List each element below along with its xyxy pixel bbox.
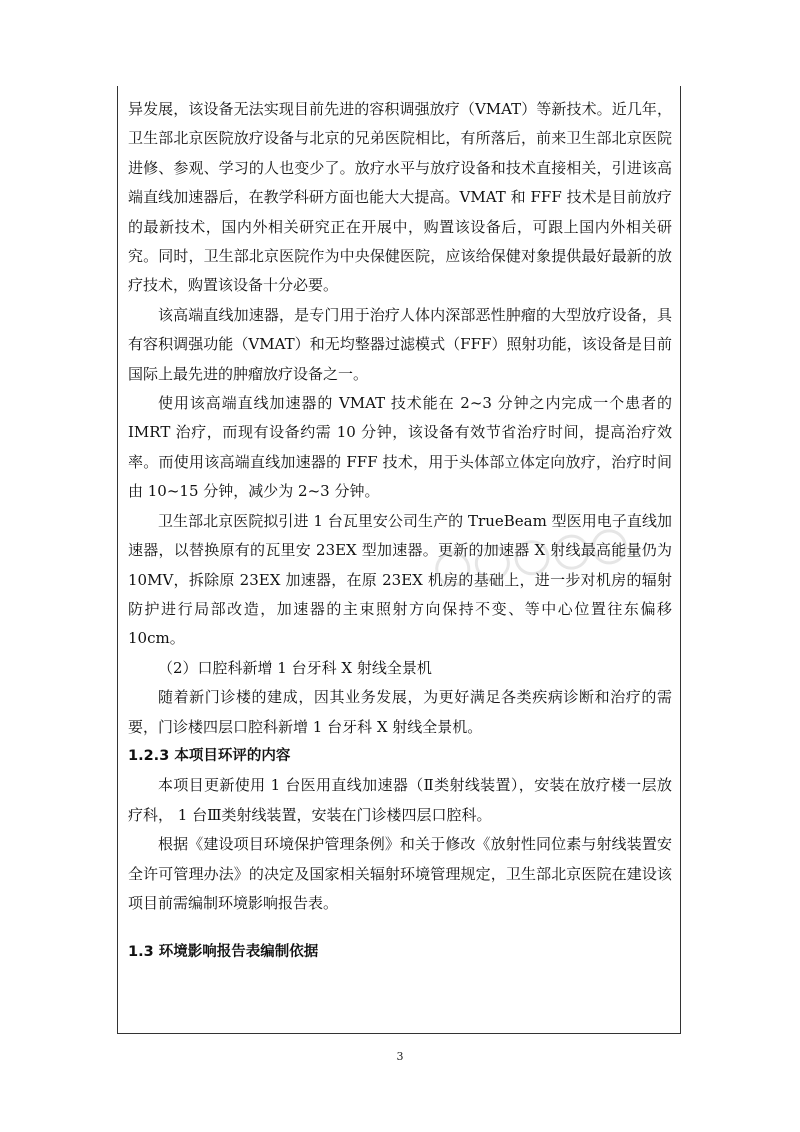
paragraph-8: 根据《建设项目环境保护管理条例》和关于修改《放射性同位素与射线装置安全许可管理办法》的决定及国家相关辐射环境管理规定，卫生部北京医院在建设该项目前需编制环境影响报告表。 — [128, 835, 672, 912]
section-heading-1-2-3: 1.2.3 本项目环评的内容 — [128, 747, 291, 764]
page-number: 3 — [396, 1050, 404, 1063]
paragraph-4: 卫生部北京医院拟引进 1 台瓦里安公司生产的 TrueBeam 型医用电子直线加速器，以替换原有的瓦里安 23EX 型加速器。更新的加速器 X 射线最高能量仍为 10MV，拆除原 23EX 加速器，在原 23EX 机房的基础上，进一步对机房的辐射防护进行局部改造，加速器的主束照射方向保持不变、等中心位置往东偏移 10cm。 — [128, 511, 672, 648]
paragraph-5: （2）口腔科新增 1 台牙科 X 射线全景机 — [158, 658, 432, 677]
paragraph-7: 本项目更新使用 1 台医用直线加速器（Ⅱ类射线装置），安装在放疗楼一层放疗科， 1 台Ⅲ类射线装置，安装在门诊楼四层口腔科。 — [128, 776, 672, 824]
spacer — [128, 918, 672, 938]
paragraph-3: 使用该高端直线加速器的 VMAT 技术能在 2~3 分钟之内完成一个患者的 IMRT 治疗，而现有设备约需 10 分钟，该设备有效节省治疗时间，提高治疗效率。而使用该高端直线加速器的 FFF 技术，用于头体部立体定向放疗，治疗时间由 10~15 分钟，减少为 2~3 分钟。 — [128, 394, 672, 501]
paragraph-6: 随着新门诊楼的建成，因其业务发展，为更好满足各类疾病诊断和治疗的需要，门诊楼四层口腔科新增 1 台牙科 X 射线全景机。 — [128, 688, 672, 736]
section-heading-1-3: 1.3 环境影响报告表编制依据 — [128, 944, 319, 961]
paragraph-1: 异发展，该设备无法实现目前先进的容积调强放疗（VMAT）等新技术。近几年，卫生部北京医院放疗设备与北京的兄弟医院相比，有所落后，前来卫生部北京医院进修、参观、学习的人也变少了。放疗水平与放疗设备和技术直接相关，引进该高端直线加速器后，在教学科研方面也能大大提高。VMAT 和 FFF 技术是目前放疗的最新技术，国内外相关研究正在开展中，购置该设备后，可跟上国内外相关研究。同时，卫生部北京医院作为中央保健医院，应该给保健对象提供最好最新的放疗技术，购置该设备十分必要。 — [128, 100, 672, 295]
paragraph-2: 该高端直线加速器，是专门用于治疗人体内深部恶性肿瘤的大型放疗设备，具有容积调强功能（VMAT）和无均整器过滤模式（FFF）照射功能，该设备是目前国际上最先进的肿瘤放疗设备之一。 — [128, 305, 672, 383]
document-body — [128, 95, 672, 968]
document-table-frame — [117, 86, 681, 1034]
